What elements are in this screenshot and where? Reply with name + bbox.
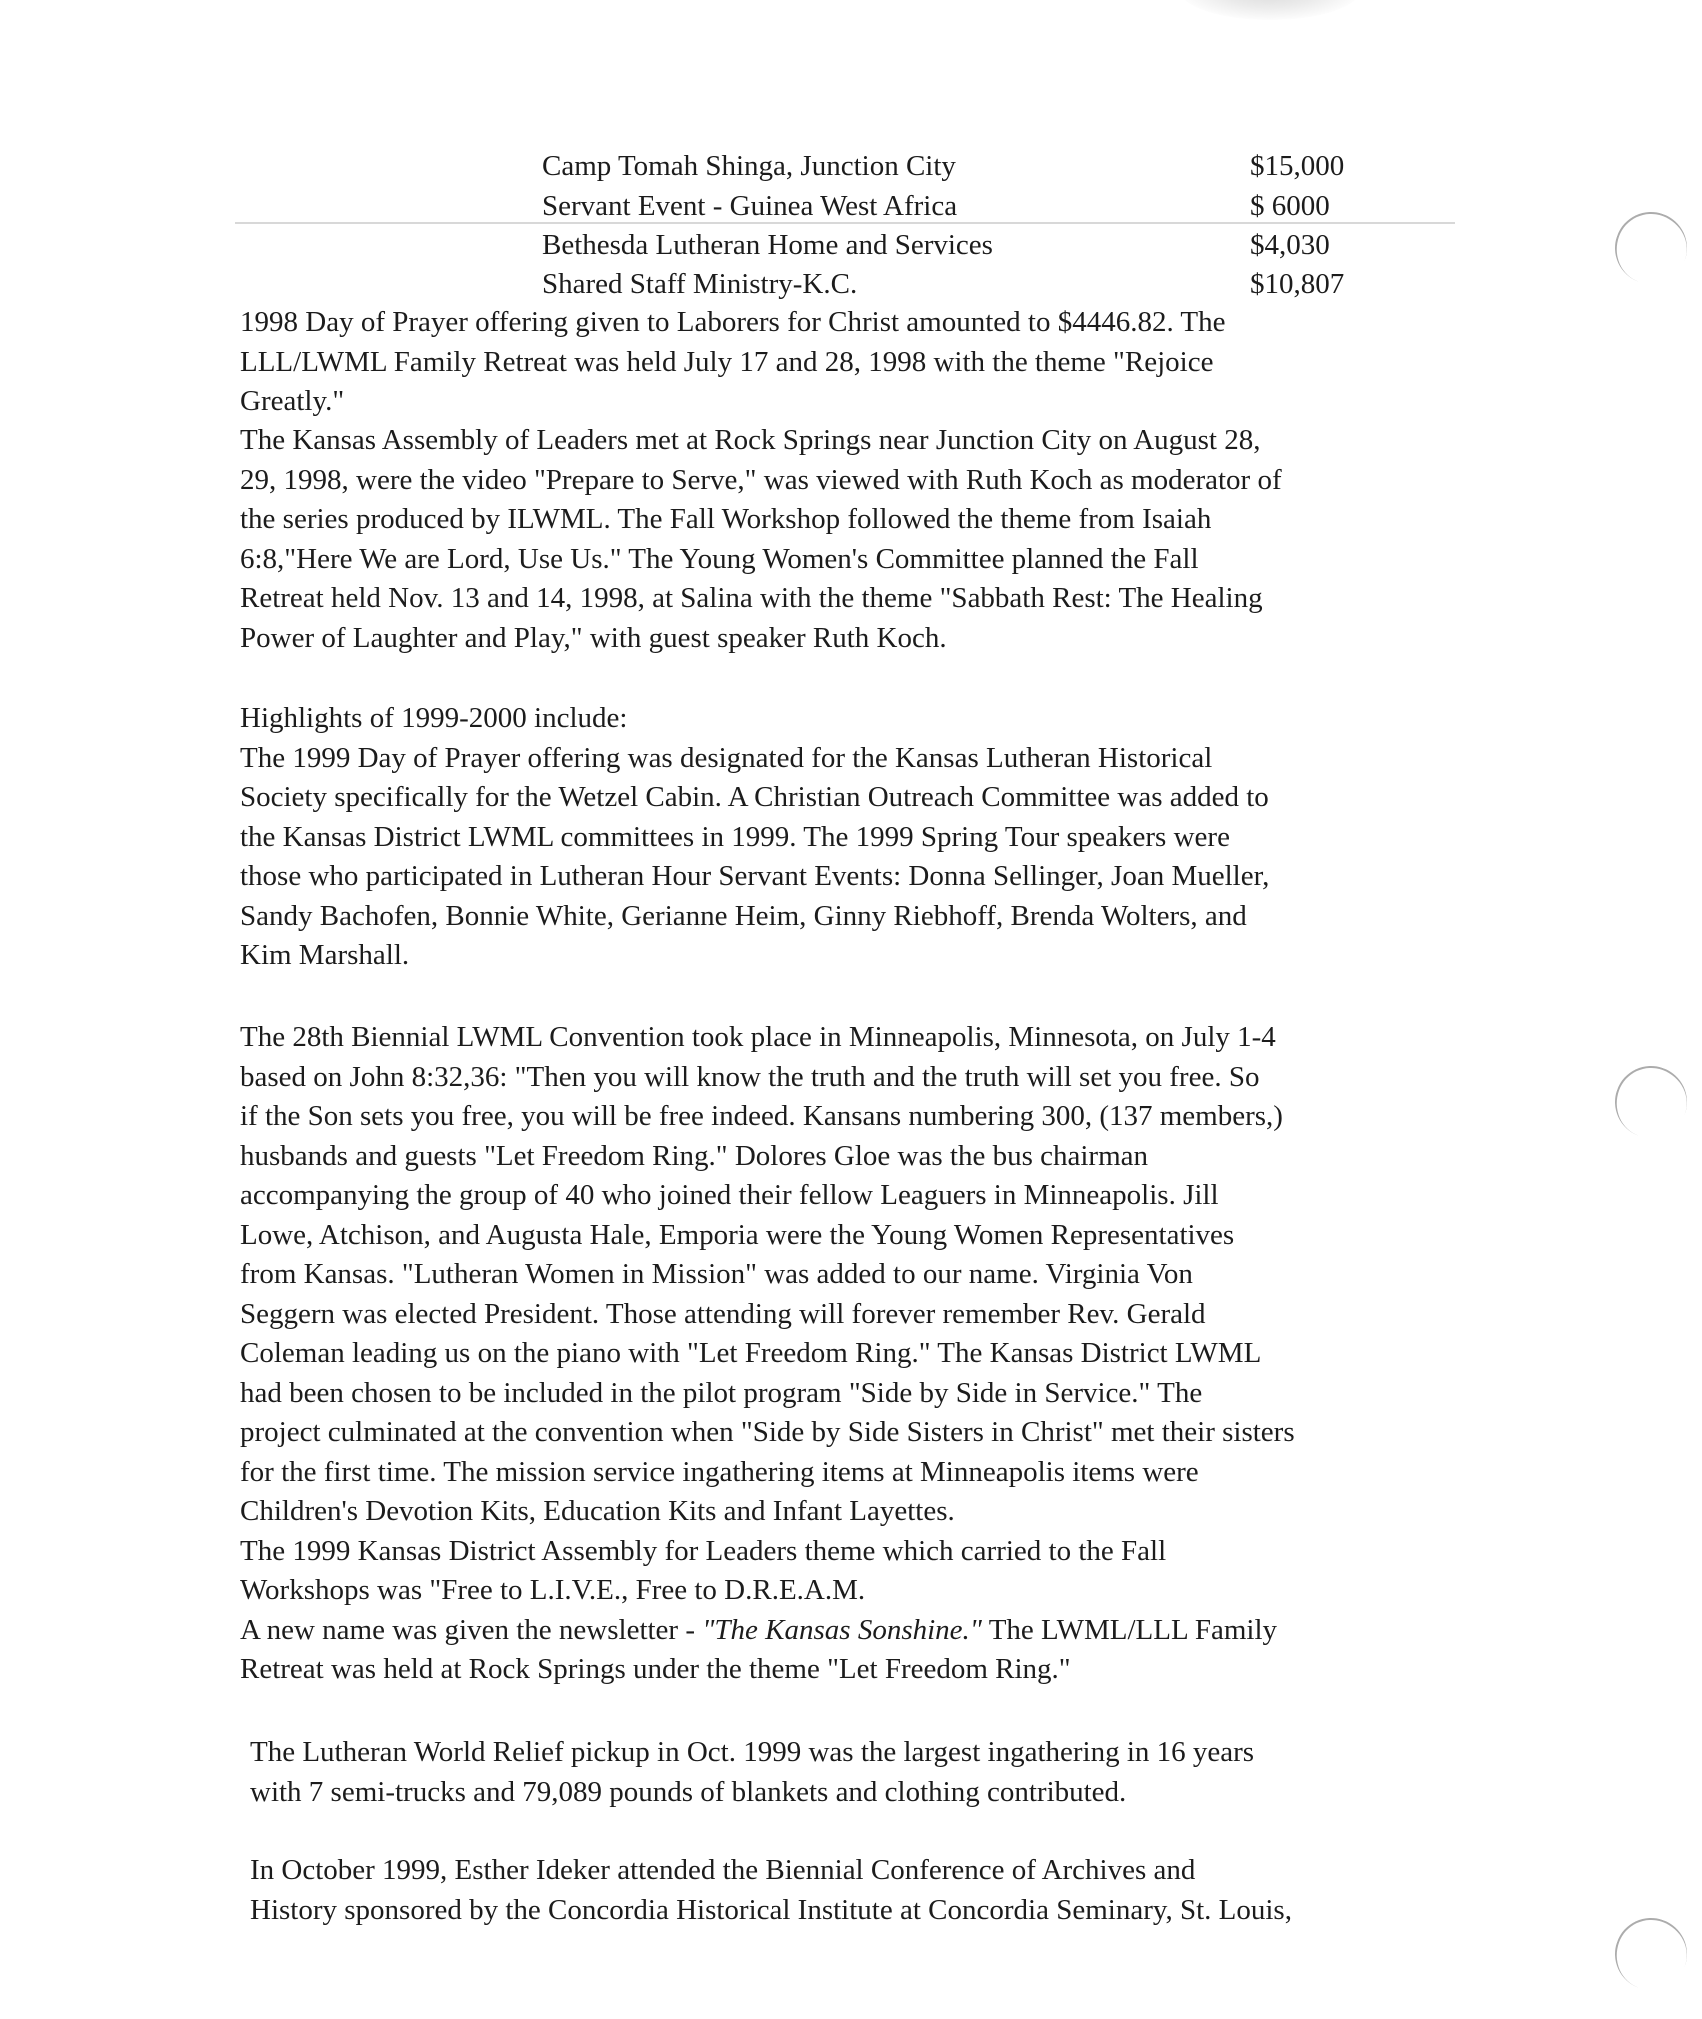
text-fragment: A new name was given the newsletter - (240, 1613, 703, 1646)
text-line: Society specifically for the Wetzel Cabin. A Christian Outreach Committee was added to (240, 781, 1269, 813)
text-line: History sponsored by the Concordia Historical Institute at Concordia Seminary, St. Louis, (250, 1893, 1292, 1926)
newsletter-name: "The Kansas Sonshine." (702, 1613, 982, 1646)
fund-row (542, 146, 1362, 186)
text-line: had been chosen to be included in the pilot program "Side by Side in Service." The (240, 1376, 1203, 1409)
paragraph-assembly-of-leaders (240, 421, 1485, 658)
text-line: based on John 8:32,36: "Then you will know the truth and the truth will set you free. So (240, 1060, 1260, 1093)
text-line: the Kansas District LWML committees in 1999. The 1999 Spring Tour speakers were (240, 820, 1230, 853)
fund-row (542, 264, 1362, 304)
text-line: The 1999 Kansas District Assembly for Leaders theme which carried to the Fall (240, 1534, 1167, 1567)
punch-hole-bottom (1605, 1908, 1697, 2000)
text-line (240, 1611, 1485, 1651)
paragraph-world-relief (250, 1733, 1495, 1812)
fund-amount: $10,807 (1250, 268, 1345, 300)
text-line: from Kansas. "Lutheran Women in Mission" was added to our name. Virginia Von (240, 1258, 1193, 1290)
fund-row (542, 186, 1362, 226)
section-heading: Highlights of 1999-2000 include: (240, 702, 628, 734)
text-line: Seggern was elected President. Those attending will forever remember Rev. Gerald (240, 1297, 1206, 1330)
text-line: Retreat was held at Rock Springs under the theme "Let Freedom Ring." (240, 1653, 1071, 1685)
text-line: 6:8,"Here We are Lord, Use Us." The Young Women's Committee planned the Fall (240, 542, 1199, 575)
text-line: The 28th Biennial LWML Convention took place in Minneapolis, Minnesota, on July 1-4 (240, 1021, 1276, 1053)
fund-row (542, 225, 1362, 265)
text-line: 1998 Day of Prayer offering given to Laborers for Christ amounted to $4446.82. The (240, 306, 1226, 338)
text-line: Power of Laughter and Play," with guest speaker Ruth Koch. (240, 621, 947, 654)
fund-amount: $15,000 (1250, 150, 1345, 182)
paragraph-day-of-prayer-1998 (240, 303, 1485, 422)
text-line: accompanying the group of 40 who joined their fellow Leaguers in Minneapolis. Jill (240, 1179, 1219, 1211)
fund-name: Shared Staff Ministry-K.C. (542, 268, 858, 300)
paragraph-archives-conference (250, 1851, 1495, 1930)
text-line: The 1999 Day of Prayer offering was designated for the Kansas Lutheran Historical (240, 741, 1213, 774)
text-line: Kim Marshall. (240, 939, 410, 971)
fund-name: Bethesda Lutheran Home and Services (542, 229, 993, 261)
text-line: LLL/LWML Family Retreat was held July 17 and 28, 1998 with the theme "Rejoice (240, 345, 1214, 378)
text-fragment: The LWML/LLL Family (981, 1613, 1278, 1646)
punch-hole-top (1605, 202, 1697, 294)
text-line: if the Son sets you free, you will be free indeed. Kansans numbering 300, (137 members,) (240, 1100, 1283, 1132)
text-line: 29, 1998, were the video "Prepare to Serve," was viewed with Ruth Koch as moderator of (240, 463, 1282, 496)
text-line: Greatly." (240, 385, 345, 417)
text-line: the series produced by ILWML. The Fall Workshop followed the theme from Isaiah (240, 503, 1212, 535)
text-line: Sandy Bachofen, Bonnie White, Gerianne Heim, Ginny Riebhoff, Brenda Wolters, and (240, 899, 1247, 932)
text-line: those who participated in Lutheran Hour Servant Events: Donna Sellinger, Joan Mueller, (240, 860, 1270, 892)
text-line: Retreat held Nov. 13 and 14, 1998, at Salina with the theme "Sabbath Rest: The Healing (240, 582, 1263, 614)
fund-amount: $ 6000 (1250, 190, 1330, 222)
text-line: The Lutheran World Relief pickup in Oct. 1999 was the largest ingathering in 16 years (250, 1736, 1255, 1768)
text-line: Workshops was "Free to L.I.V.E., Free to D.R.E.A.M. (240, 1574, 866, 1606)
text-line: for the first time. The mission service ingathering items at Minneapolis items were (240, 1455, 1199, 1488)
text-line: project culminated at the convention when "Side by Side Sisters in Christ" met their sisters (240, 1416, 1295, 1448)
paragraph-biennial-convention (240, 1018, 1485, 1690)
text-line: Children's Devotion Kits, Education Kits and Infant Layettes. (240, 1495, 955, 1527)
text-line: In October 1999, Esther Ideker attended the Biennial Conference of Archives and (250, 1854, 1196, 1886)
fund-name: Camp Tomah Shinga, Junction City (542, 150, 956, 182)
text-line: with 7 semi-trucks and 79,089 pounds of blankets and clothing contributed. (250, 1775, 1127, 1808)
paragraph-highlights-1999-2000 (240, 699, 1485, 976)
scan-smudge (1180, 0, 1360, 20)
text-line: Lowe, Atchison, and Augusta Hale, Emporia were the Young Women Representatives (240, 1218, 1235, 1251)
fund-name: Servant Event - Guinea West Africa (542, 190, 958, 222)
punch-hole-middle (1605, 1056, 1697, 1148)
text-line: The Kansas Assembly of Leaders met at Rock Springs near Junction City on August 28, (240, 424, 1261, 456)
text-line: Coleman leading us on the piano with "Let Freedom Ring." The Kansas District LWML (240, 1337, 1262, 1369)
fund-amount: $4,030 (1250, 229, 1330, 261)
text-line: husbands and guests "Let Freedom Ring." Dolores Gloe was the bus chairman (240, 1139, 1149, 1172)
